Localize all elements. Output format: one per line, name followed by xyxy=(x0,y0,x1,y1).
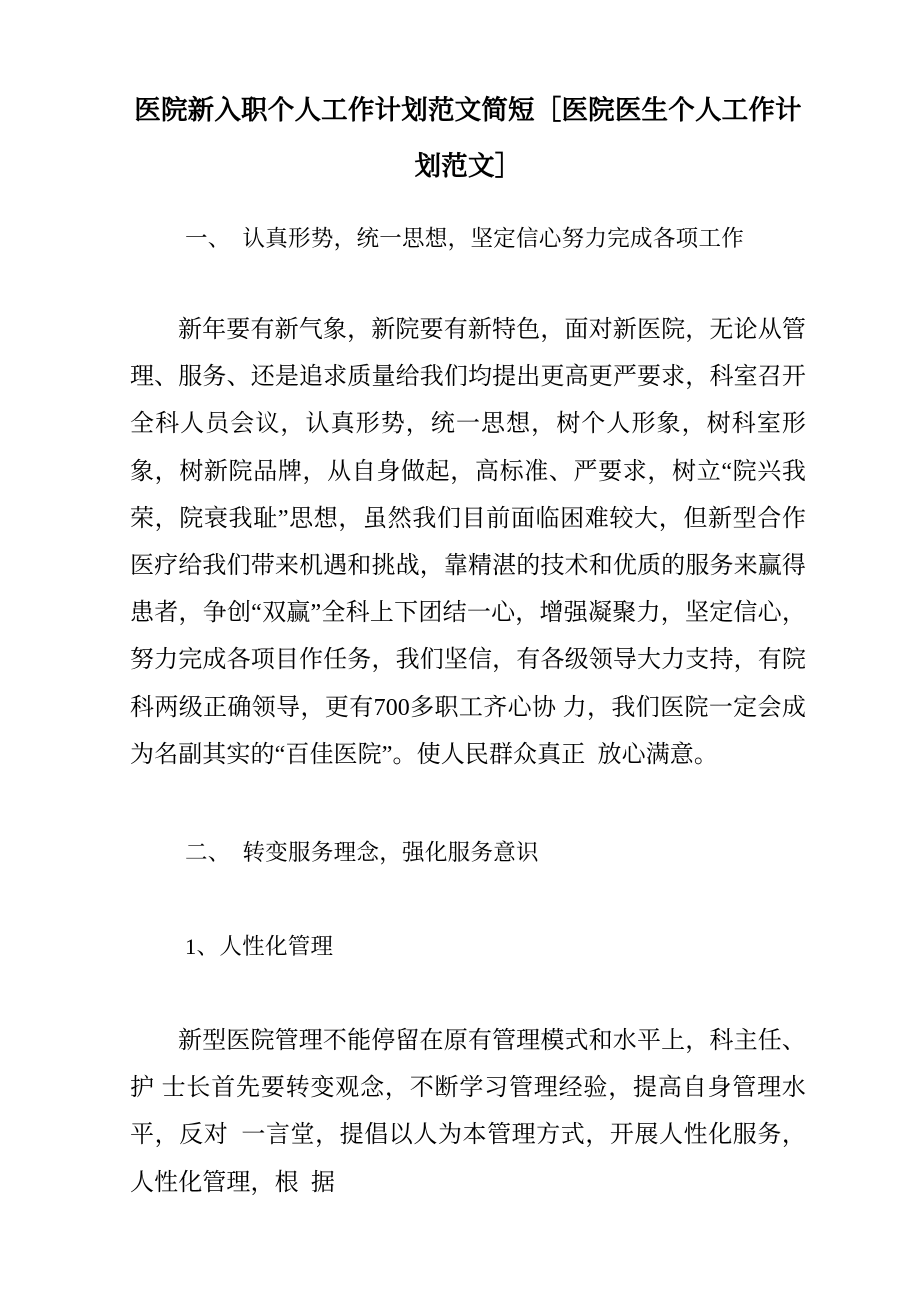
spacer-before-para-2 xyxy=(130,970,806,1018)
spacer-before-para-1 xyxy=(130,262,806,307)
section-heading-1: 一、 认真形势，统一思想，坚定信心努力完成各项工作 xyxy=(185,226,745,251)
body-paragraph-2: 新型医院管理不能停留在原有管理模式和水平上，科主任、护 士长首先要转变观念，不断学习管理经验，提高自身管理水平，反对 一言堂，提倡以人为本管理方式，开展人性化服务，人性化管理，根 据 xyxy=(130,1028,806,1196)
spacer-before-subheading xyxy=(130,876,806,923)
body-paragraph-1: 新年要有新气象，新院要有新特色，面对新医院，无论从管理、服务、还是追求质量给我们均提出更高更严要求，科室召开全科人员会议，认真形势，统一思想，树个人形象，树科室形象，树新院品牌，从自身做起，高标准、严要求，树立“院兴我荣，院衰我耻”思想，虽然我们目前面临困难较大，但新型合作医疗给我们带来机遇和挑战，靠精湛的技术和优质的服务来赢得患者，争创“双赢”全科上下团结一心，增强凝聚力，坚定信心，努力完成各项目作任务，我们坚信，有各级领导大力支持，有院科两级正确领导，更有700多职工齐心协 力，我们医院一定会成为名副其实的“百佳医院”。使人民群众真正 放心满意。 xyxy=(130,317,806,768)
page-title: 医院新入职个人工作计划范文简短［医院医生个人工作计划范文］ xyxy=(134,95,802,181)
spacer-after-title xyxy=(130,194,806,215)
document-content-column xyxy=(130,0,806,1207)
spacer-before-section-2 xyxy=(130,779,806,829)
section-heading-2: 二、 转变服务理念，强化服务意识 xyxy=(185,840,539,866)
sub-heading-1: 1、人性化管理 xyxy=(185,934,334,960)
